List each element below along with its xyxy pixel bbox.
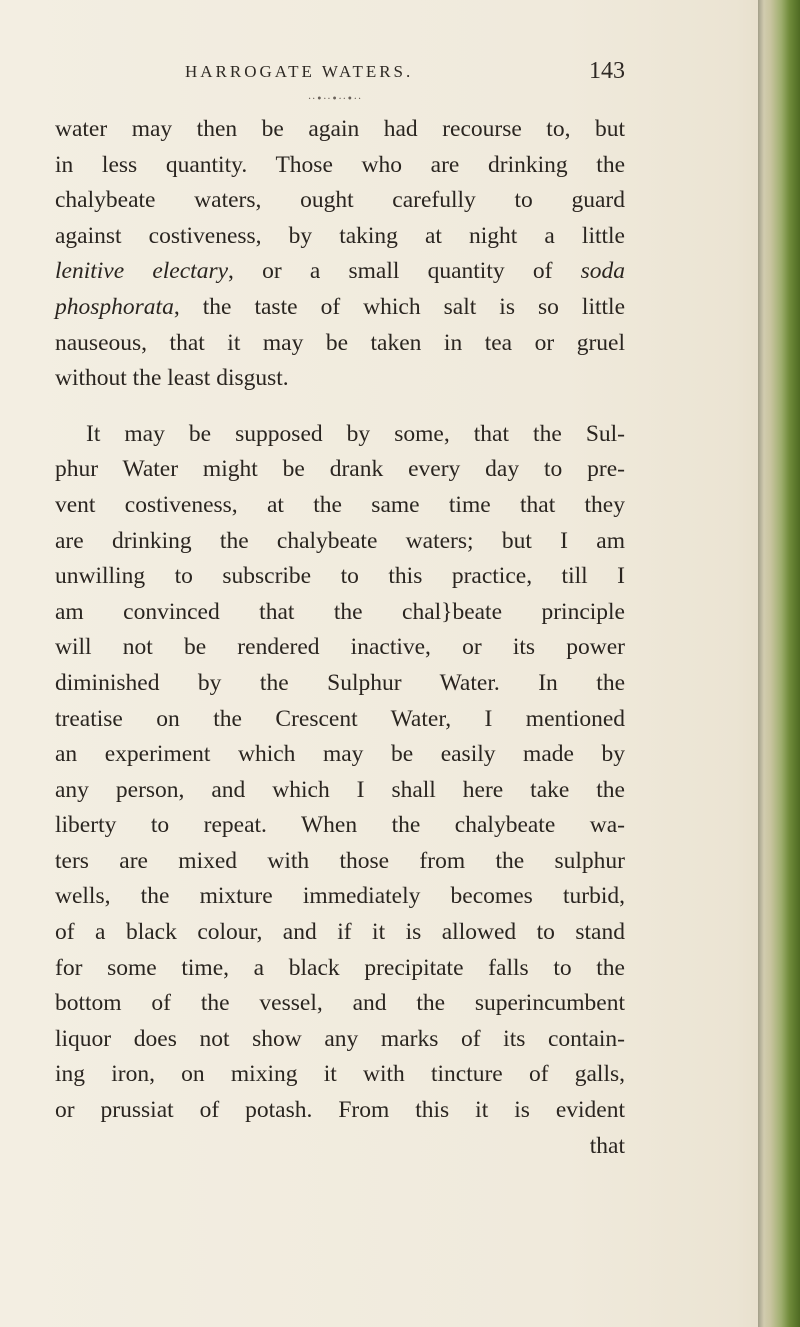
page-number: 143 xyxy=(589,58,625,84)
header-ornament: ··•··•··•·· xyxy=(308,94,363,105)
text-line: or prussiat of potash. From this it is evident xyxy=(55,1097,625,1124)
text-line: liberty to repeat. When the chalybeate wa- xyxy=(55,812,625,839)
text-fragment: , or a small quantity of xyxy=(228,258,581,285)
text-line: It may be supposed by some, that the Sul- xyxy=(86,420,625,447)
text-line: nauseous, that it may be taken in tea or gruel xyxy=(55,329,625,356)
text-line: am convinced that the chal}beate principle xyxy=(55,598,625,625)
text-line: wells, the mixture immediately becomes turbid, xyxy=(55,883,625,910)
text-line: treatise on the Crescent Water, I mentioned xyxy=(55,705,625,732)
text-line: without the least disgust. xyxy=(55,365,289,392)
text-line: water may then be again had recourse to, but xyxy=(55,116,625,142)
page-header xyxy=(185,58,625,88)
text-fragment: , the taste of which salt is so little xyxy=(173,293,625,320)
catchword: that xyxy=(589,1132,625,1159)
italic-term: lenitive electary xyxy=(55,258,229,285)
text-line: will not be rendered inactive, or its power xyxy=(55,634,625,661)
text-line xyxy=(55,290,625,326)
running-head: HARROGATE WATERS. xyxy=(185,62,414,81)
text-line: phur Water might be drank every day to pre- xyxy=(55,456,625,483)
text-line xyxy=(55,254,625,290)
italic-term: phosphorata xyxy=(55,293,174,320)
text-line: ing iron, on mixing it with tincture of galls, xyxy=(55,1061,625,1088)
text-line: bottom of the vessel, and the superincumbent xyxy=(55,990,625,1017)
text-line: vent costiveness, at the same time that they xyxy=(55,491,625,518)
page-fore-edge xyxy=(758,0,800,1327)
paragraph-gap xyxy=(55,397,625,417)
text-line: are drinking the chalybeate waters; but I am xyxy=(55,527,625,554)
text-line: diminished by the Sulphur Water. In the xyxy=(55,669,625,696)
body-text xyxy=(55,112,625,1164)
text-line: of a black colour, and if it is allowed to stand xyxy=(55,919,625,946)
text-line: in less quantity. Those who are drinking the xyxy=(55,151,625,178)
text-line: liquor does not show any marks of its contain- xyxy=(55,1025,625,1052)
text-line: against costiveness, by taking at night a little xyxy=(55,222,625,249)
text-line: ters are mixed with those from the sulphur xyxy=(55,847,625,874)
text-line: an experiment which may be easily made by xyxy=(55,741,625,768)
text-line: for some time, a black precipitate falls to the xyxy=(55,954,625,981)
text-line: unwilling to subscribe to this practice, till I xyxy=(55,563,625,590)
text-line: any person, and which I shall here take the xyxy=(55,776,625,803)
italic-term: soda xyxy=(580,258,625,285)
text-line: chalybeate waters, ought carefully to guard xyxy=(55,187,625,214)
